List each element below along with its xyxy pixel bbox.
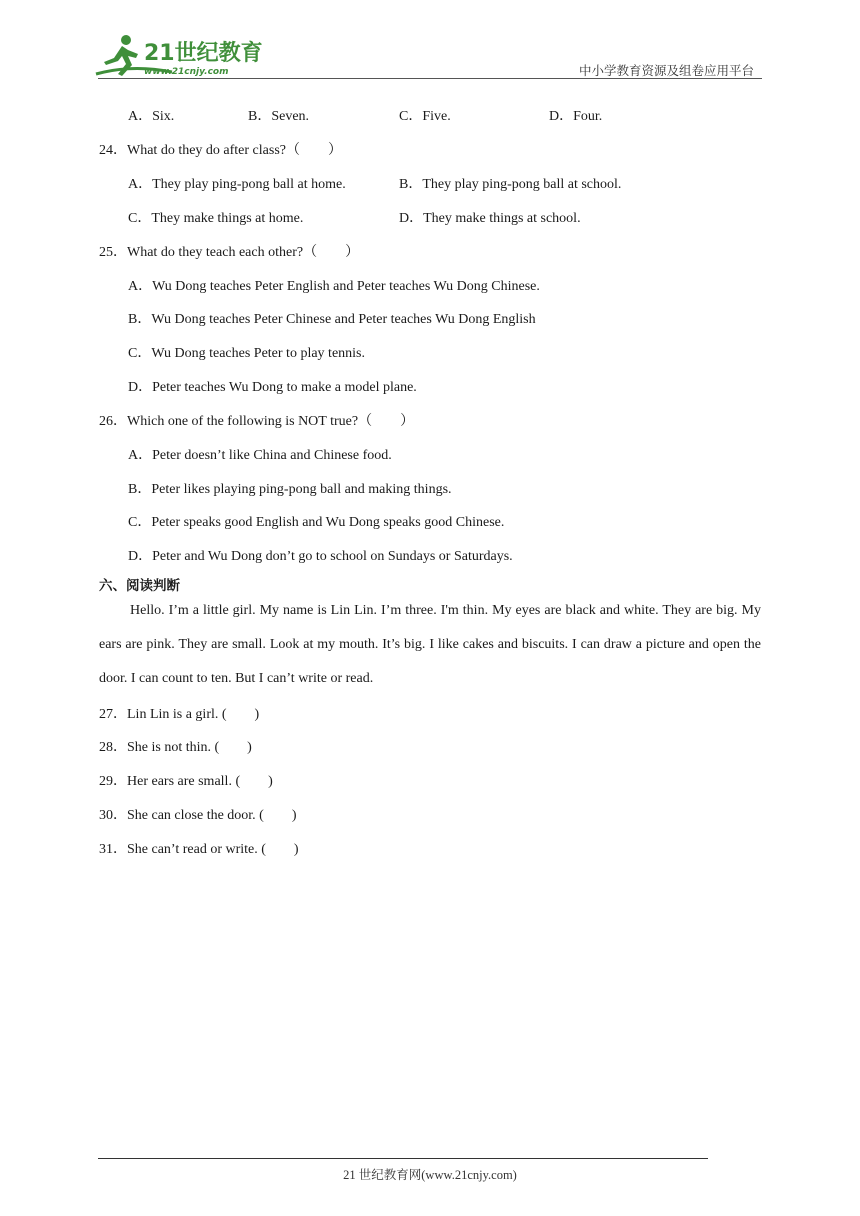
section-6-title: 六、阅读判断 [99,578,180,594]
q24-option-b: B．They play ping-pong ball at school. [399,177,622,192]
reading-passage: Hello. I’m a little girl. My name is Lin Lin. I’m three. I'm thin. My eyes are black and white. They are big. My ears are pink. They are small. Look at my mouth. It’s big. I like cakes and biscuits. I can draw a picture and open the door. I can count to ten. But I can’t write or read. [99,603,761,686]
q23-option-b: B．Seven. [248,109,310,124]
q25-option-a: A．Wu Dong teaches Peter English and Peter teaches Wu Dong Chinese. [128,279,540,294]
q25-option-b: B．Wu Dong teaches Peter Chinese and Peter teaches Wu Dong English [128,312,536,327]
q24-stem: 24．What do they do after class?（ ） [99,143,342,158]
q25-stem: 25．What do they teach each other?（ ） [99,245,360,260]
logo-text-cn: 21世纪教育 [144,41,262,66]
q26-option-c: C．Peter speaks good English and Wu Dong speaks good Chinese. [128,515,505,530]
judgment-item-28: 28．She is not thin. ( ) [99,740,252,755]
judgment-item-31: 31．She can’t read or write. ( ) [99,842,299,857]
runner-logo-icon [92,34,262,80]
q26-option-b: B．Peter likes playing ping-pong ball and making things. [128,482,452,497]
header-divider [98,78,762,79]
footer-divider [98,1158,708,1159]
judgment-item-30: 30．She can close the door. ( ) [99,808,297,823]
site-logo [92,34,262,80]
q23-option-c: C．Five. [399,109,451,124]
footer-text: 21 世纪教育网(www.21cnjy.com) [343,1168,517,1182]
q26-stem: 26．Which one of the following is NOT true?（ ） [99,414,415,429]
q26-option-d: D．Peter and Wu Dong don’t go to school on Sundays or Saturdays. [128,549,513,564]
q24-option-d: D．They make things at school. [399,211,581,226]
q25-option-c: C．Wu Dong teaches Peter to play tennis. [128,346,365,361]
q23-option-d: D．Four. [549,109,603,124]
logo-text-url: www.21cnjy.com [144,67,229,77]
q26-option-a: A．Peter doesn’t like China and Chinese food. [128,448,392,463]
q23-option-a: A．Six. [128,109,175,124]
q24-option-a: A．They play ping-pong ball at home. [128,177,346,192]
site-name: 中小学教育资源及组卷应用平台 [578,63,754,78]
judgment-item-29: 29．Her ears are small. ( ) [99,774,273,789]
q25-option-d: D．Peter teaches Wu Dong to make a model plane. [128,380,417,395]
q24-option-c: C．They make things at home. [128,211,304,226]
judgment-item-27: 27．Lin Lin is a girl. ( ) [99,707,260,722]
